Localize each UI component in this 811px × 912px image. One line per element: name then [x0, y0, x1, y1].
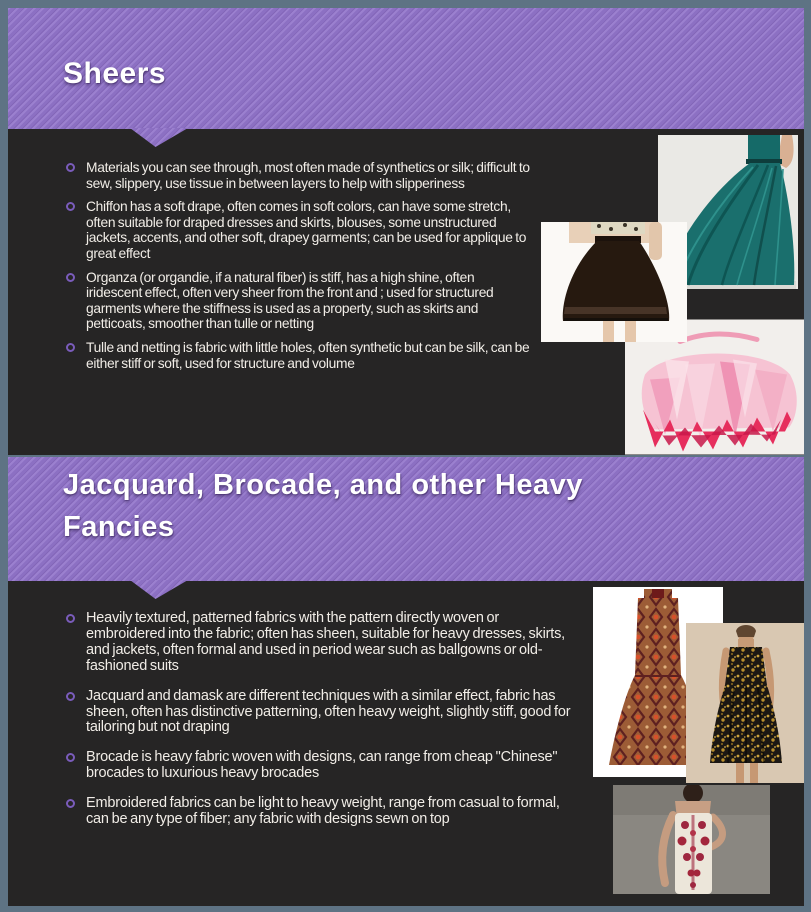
bullet-text: Embroidered fabrics can be light to heavy weight, range from casual to formal, can be any type of fiber; any fabric with designs sewn on top [86, 795, 560, 828]
bullet-text: Organza (or organdie, if a natural fiber) is stiff, has a high shine, often iridescent effect, often very sheer from the front and ; used for structured garments where the stiffness is used as a property, such as skirts and petticoats, smoother than tulle or netting [86, 269, 494, 332]
bullet-circle-icon [66, 202, 75, 211]
slide-title: Sheers [63, 57, 167, 90]
slide-title: Jacquard, Brocade, and other Heavy Fancies [63, 469, 583, 543]
bullet-item [66, 199, 532, 261]
bullet-item [66, 689, 590, 737]
bullet-item [66, 611, 590, 675]
slide-jacquard-brocade [8, 457, 804, 906]
bullet-circle-icon [66, 273, 75, 282]
bullet-text: Tulle and netting is fabric with little holes, often synthetic but can be silk, can be either stiff or soft, used for structure and volume [86, 339, 530, 371]
bullet-circle-icon [66, 163, 75, 172]
bullet-circle-icon [66, 799, 75, 808]
bullet-text: Heavily textured, patterned fabrics with the pattern directly woven or embroidered into the fabric; often has sheen, suitable for heavy dresses, skirts, and jackets, often formal and used in period wear such as ballgowns or old-fashioned suits [86, 610, 565, 674]
slide-sheers [8, 8, 804, 455]
bullet-circle-icon [66, 614, 75, 623]
bullet-list [8, 581, 804, 828]
slide-title-band [8, 457, 804, 581]
bullet-item [66, 796, 590, 828]
bullet-circle-icon [66, 343, 75, 352]
bullet-circle-icon [66, 753, 75, 762]
black-organza-skirt-photo [541, 222, 687, 342]
bullet-item [66, 750, 590, 782]
bullet-item [66, 270, 532, 332]
bullet-item [66, 160, 532, 191]
bullet-text: Chiffon has a soft drape, often comes in soft colors, can have some stretch, often suitable for draped dresses and skirts, blouses, some unstructured jackets, accents, and other soft, drapey garments; can be used for applique to great effect [86, 199, 527, 261]
slide-title-band [8, 8, 804, 129]
bullet-item [66, 340, 532, 371]
slide-body [8, 581, 804, 906]
bullet-circle-icon [66, 692, 75, 701]
bullet-text: Jacquard and damask are different techniques with a similar effect, fabric has sheen, often has distinctive patterning, often heavy weight, slightly stiff, good for tailoring but not draping [86, 687, 571, 736]
bullet-text: Materials you can see through, most often made of synthetics or silk; difficult to sew, slippery, use tissue in between layers to help with slipperiness [86, 160, 530, 191]
bullet-text: Brocade is heavy fabric woven with designs, can range from cheap "Chinese" brocades to luxurious heavy brocades [86, 749, 558, 782]
gold-brocade-dress-photo [686, 623, 804, 783]
